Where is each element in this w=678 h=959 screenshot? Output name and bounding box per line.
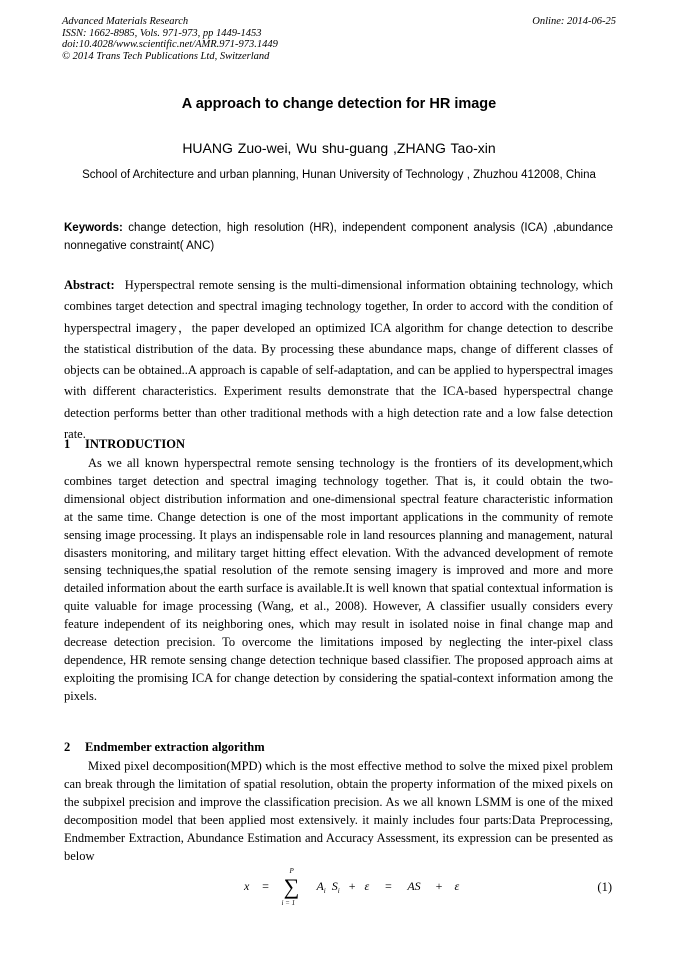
journal-name: Advanced Materials Research xyxy=(62,16,189,27)
eq-epsilon: ε xyxy=(454,878,460,893)
summation xyxy=(281,867,301,907)
eq-plus: + xyxy=(435,878,443,893)
keywords-label: Keywords: xyxy=(64,222,123,234)
eq-epsilon: ε xyxy=(364,878,370,893)
sum-symbol: ∑ xyxy=(283,874,300,899)
eq-plus: + xyxy=(348,878,356,893)
keywords xyxy=(64,219,613,255)
eq-equals: = xyxy=(384,878,393,893)
eq-lhs: x xyxy=(244,878,250,893)
journal-header xyxy=(62,16,616,62)
section-heading-1 xyxy=(64,437,185,452)
eq-sub-a: i xyxy=(323,887,326,896)
online-date: Online: 2014-06-25 xyxy=(532,16,616,27)
section-number: 2 xyxy=(64,740,71,754)
equation-number: (1) xyxy=(597,880,612,894)
sum-upper-limit: P xyxy=(289,867,294,875)
affiliation: School of Architecture and urban planning, Hunan University of Technology , Zhuzhou 412008, China xyxy=(82,169,596,181)
eq-term-s: S xyxy=(331,878,338,893)
copyright-line: © 2014 Trans Tech Publications Ltd, Switzerland xyxy=(62,50,270,62)
doi-line: doi:10.4028/www.scientific.net/AMR.971-973.1449 xyxy=(62,39,278,50)
equation-1 xyxy=(244,867,460,907)
section-body-1: As we all known hyperspectral remote sensing technology is the frontiers of its development,which combines target detection and spectral imaging technology together. That is, it could obtain the two-dimensional object distribution information and one-dimensional spectral feature characteristic information at the same time. Change detection is one of the most important applications in the community of remote sensing image processing. It plays an indispensable role in land resources planning and management, natural disasters monitoring, and military target hitting effect elevation. With the advanced development of remote sensing techniques,the spatial resolution of the remote sensing imagery is improved and more and more detailed information about the earth surface is available.It is well known that spatial contextual information is quite valuable for image processing (Wang, et al., 2008). However, A classifier usually considers every feature independent of its neighboring ones, which may result in isolated noise in final change map and decrease detection precision. To overcome the limitations imposed by neglecting the inter-pixel class dependence, HR remote sensing change detection technique based classifier. The proposed approach aims at exploiting the promising ICA for change detection by considering the spatial-context information among the pixels. xyxy=(64,456,613,703)
section-heading-2 xyxy=(64,740,265,755)
eq-equals: = xyxy=(261,878,270,893)
section-title: Endmember extraction algorithm xyxy=(85,740,265,754)
section-title: INTRODUCTION xyxy=(85,437,186,451)
abstract-text: Hyperspectral remote sensing is the multi-dimensional information obtaining technology, which combines target detection and spectral imaging technology together, In order to accord with the condition of hyperspectral imagery，the paper developed an optimized ICA algorithm for change detection to describe the statistical distribution of the data. By processing these abundance maps, change of different classes of objects can be obtained..A approach is capable of self-adaptation, and can be applied to hyperspectral images with different characteristics. Experiment results demonstrate that the ICA-based hyperspectral change detection performs better than other traditional methods with a high detection rate and a low false detection rate. xyxy=(64,278,613,442)
section-number: 1 xyxy=(64,437,71,451)
section-body-2: Mixed pixel decomposition(MPD) which is the most effective method to solve the mixed pixel problem can break through the limitation of spatial resolution, obtain the property information of the mixed pixels on the subpixel precision and improve the classification precision. As we all known LSMM is one of the mixed decomposition model that been applied most extensively. it mainly includes four parts:Data Preprocessing, Endmember Extraction, Abundance Estimation and Accuracy Assessment, its expression can be presented as below xyxy=(64,759,613,863)
eq-as: AS xyxy=(407,878,421,893)
eq-term-a: A xyxy=(316,878,324,893)
author-list: HUANG Zuo-wei, Wu shu-guang ,ZHANG Tao-xin xyxy=(182,140,496,156)
abstract xyxy=(64,275,613,445)
eq-sub-s: i xyxy=(337,887,340,896)
issn-line: ISSN: 1662-8985, Vols. 971-973, pp 1449-1453 xyxy=(62,27,262,39)
sum-lower-limit: i = 1 xyxy=(281,899,296,907)
keywords-text: change detection, high resolution (HR), independent component analysis (ICA) ,abundance nonnegative constraint( ANC) xyxy=(64,222,613,252)
abstract-label: Abstract: xyxy=(64,278,115,292)
paper-title: A approach to change detection for HR image xyxy=(181,96,497,112)
